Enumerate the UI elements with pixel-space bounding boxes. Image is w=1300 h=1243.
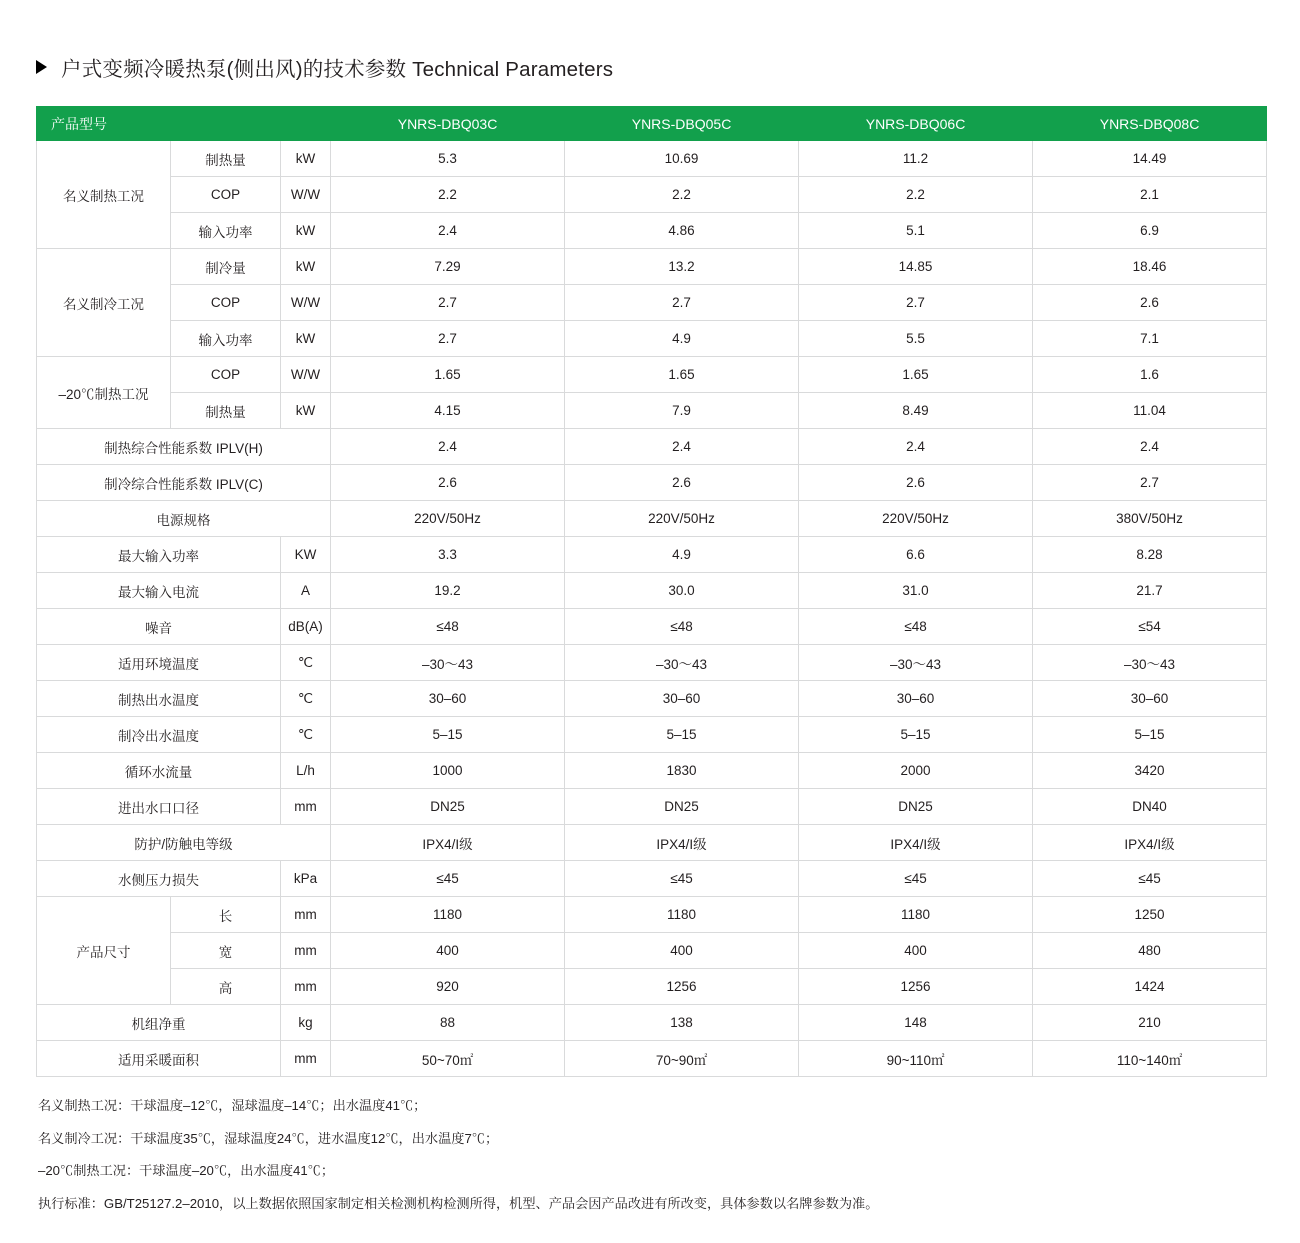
- cell-value: 4.15: [331, 393, 565, 429]
- cell-value: 2.4: [799, 429, 1033, 465]
- cell-value: 19.2: [331, 573, 565, 609]
- cell-value: 5.1: [799, 213, 1033, 249]
- cell-value: 2.6: [799, 465, 1033, 501]
- cell-value: IPX4/I级: [331, 825, 565, 861]
- cell-value: IPX4/I级: [1033, 825, 1267, 861]
- row-sub-label: 长: [171, 897, 281, 933]
- cell-value: 480: [1033, 933, 1267, 969]
- cell-value: 1256: [799, 969, 1033, 1005]
- cell-value: 11.04: [1033, 393, 1267, 429]
- row-unit: mm: [281, 933, 331, 969]
- row-sub-label: 宽: [171, 933, 281, 969]
- cell-value: ≤48: [799, 609, 1033, 645]
- cell-value: 21.7: [1033, 573, 1267, 609]
- cell-value: 2.2: [799, 177, 1033, 213]
- table-row: [37, 321, 1267, 357]
- row-unit: mm: [281, 789, 331, 825]
- cell-value: 2000: [799, 753, 1033, 789]
- header-model-2: YNRS-DBQ05C: [565, 107, 799, 141]
- row-unit: kW: [281, 213, 331, 249]
- row-unit: dB(A): [281, 609, 331, 645]
- row-unit: kW: [281, 393, 331, 429]
- cell-value: –30～43: [799, 645, 1033, 681]
- cell-value: 1.6: [1033, 357, 1267, 393]
- cell-value: 10.69: [565, 141, 799, 177]
- row-sub-label: COP: [171, 177, 281, 213]
- row-unit: L/h: [281, 753, 331, 789]
- cell-value: 30.0: [565, 573, 799, 609]
- table-row: [37, 645, 1267, 681]
- row-sub-label: 制热量: [171, 141, 281, 177]
- cell-value: ≤45: [799, 861, 1033, 897]
- cell-value: 70~90㎡: [565, 1041, 799, 1077]
- cell-value: 1.65: [331, 357, 565, 393]
- cell-value: 90~110㎡: [799, 1041, 1033, 1077]
- cell-value: ≤45: [331, 861, 565, 897]
- header-model-4: YNRS-DBQ08C: [1033, 107, 1267, 141]
- cell-value: 2.2: [331, 177, 565, 213]
- cell-value: 110~140㎡: [1033, 1041, 1267, 1077]
- row-unit: kg: [281, 1005, 331, 1041]
- cell-value: 5–15: [331, 717, 565, 753]
- row-label: 电源规格: [37, 501, 331, 537]
- cell-value: 2.6: [565, 465, 799, 501]
- cell-value: 5–15: [799, 717, 1033, 753]
- cell-value: 2.7: [331, 321, 565, 357]
- table-row: [37, 177, 1267, 213]
- row-label: 最大输入功率: [37, 537, 281, 573]
- cell-value: 1180: [799, 897, 1033, 933]
- cell-value: 4.9: [565, 537, 799, 573]
- row-sub-label: 高: [171, 969, 281, 1005]
- cell-value: 13.2: [565, 249, 799, 285]
- row-unit: W/W: [281, 177, 331, 213]
- cell-value: ≤45: [565, 861, 799, 897]
- cell-value: 400: [565, 933, 799, 969]
- group-label-product-size: 产品尺寸: [37, 897, 171, 1005]
- header-model-label: 产品型号: [37, 107, 331, 141]
- cell-value: 11.2: [799, 141, 1033, 177]
- cell-value: 4.86: [565, 213, 799, 249]
- cell-value: 2.7: [1033, 465, 1267, 501]
- cell-value: –30～43: [331, 645, 565, 681]
- table-row: [37, 501, 1267, 537]
- table-row: [37, 933, 1267, 969]
- row-unit: kW: [281, 141, 331, 177]
- header-model-1: YNRS-DBQ03C: [331, 107, 565, 141]
- cell-value: 8.49: [799, 393, 1033, 429]
- cell-value: 3.3: [331, 537, 565, 573]
- row-label: 水侧压力损失: [37, 861, 281, 897]
- cell-value: 5–15: [565, 717, 799, 753]
- cell-value: 6.6: [799, 537, 1033, 573]
- cell-value: 2.4: [1033, 429, 1267, 465]
- cell-value: 220V/50Hz: [799, 501, 1033, 537]
- cell-value: 2.4: [331, 429, 565, 465]
- cell-value: 2.1: [1033, 177, 1267, 213]
- footnote-line: 执行标准：GB/T25127.2–2010，以上数据依照国家制定相关检测机构检测所得，机型、产品会因产品改进有所改变，具体参数以名牌参数为准。: [38, 1195, 879, 1211]
- cell-value: 2.4: [565, 429, 799, 465]
- table-row: [37, 753, 1267, 789]
- cell-value: 380V/50Hz: [1033, 501, 1267, 537]
- table-row: [37, 897, 1267, 933]
- cell-value: 400: [799, 933, 1033, 969]
- row-unit: kW: [281, 249, 331, 285]
- cell-value: 1250: [1033, 897, 1267, 933]
- cell-value: 1.65: [565, 357, 799, 393]
- row-label: 机组净重: [37, 1005, 281, 1041]
- row-unit: kW: [281, 321, 331, 357]
- cell-value: 31.0: [799, 573, 1033, 609]
- cell-value: 30–60: [799, 681, 1033, 717]
- table-row: [37, 249, 1267, 285]
- table-row: [37, 681, 1267, 717]
- row-unit: ℃: [281, 645, 331, 681]
- group-label-heating-nominal: 名义制热工况: [37, 141, 171, 249]
- table-row: [37, 465, 1267, 501]
- cell-value: 148: [799, 1005, 1033, 1041]
- cell-value: 220V/50Hz: [565, 501, 799, 537]
- footnote-line: 名义制热工况：干球温度–12℃，湿球温度–14℃；出水温度41℃；: [38, 1098, 427, 1113]
- cell-value: IPX4/I级: [565, 825, 799, 861]
- cell-value: 18.46: [1033, 249, 1267, 285]
- cell-value: 2.2: [565, 177, 799, 213]
- row-label: 制冷综合性能系数 IPLV(C): [37, 465, 331, 501]
- cell-value: 30–60: [565, 681, 799, 717]
- cell-value: 2.7: [331, 285, 565, 321]
- cell-value: 1830: [565, 753, 799, 789]
- row-sub-label: 制冷量: [171, 249, 281, 285]
- cell-value: ≤45: [1033, 861, 1267, 897]
- cell-value: 2.4: [331, 213, 565, 249]
- triangle-bullet-icon: [36, 60, 47, 74]
- row-unit: ℃: [281, 681, 331, 717]
- table-row: [37, 1005, 1267, 1041]
- table-row: [37, 141, 1267, 177]
- row-sub-label: COP: [171, 285, 281, 321]
- cell-value: 4.9: [565, 321, 799, 357]
- table-row: [37, 537, 1267, 573]
- cell-value: 30–60: [1033, 681, 1267, 717]
- cell-value: 6.9: [1033, 213, 1267, 249]
- row-unit: A: [281, 573, 331, 609]
- cell-value: 1000: [331, 753, 565, 789]
- row-sub-label: COP: [171, 357, 281, 393]
- cell-value: 50~70㎡: [331, 1041, 565, 1077]
- cell-value: 1424: [1033, 969, 1267, 1005]
- row-unit: mm: [281, 1041, 331, 1077]
- cell-value: IPX4/I级: [799, 825, 1033, 861]
- cell-value: 8.28: [1033, 537, 1267, 573]
- table-header-row: [37, 107, 1267, 141]
- cell-value: 7.9: [565, 393, 799, 429]
- row-label: 制热出水温度: [37, 681, 281, 717]
- cell-value: 14.49: [1033, 141, 1267, 177]
- row-label: 制冷出水温度: [37, 717, 281, 753]
- table-row: [37, 825, 1267, 861]
- cell-value: 7.29: [331, 249, 565, 285]
- row-unit: W/W: [281, 285, 331, 321]
- table-row: [37, 789, 1267, 825]
- row-unit: ℃: [281, 717, 331, 753]
- header-model-3: YNRS-DBQ06C: [799, 107, 1033, 141]
- table-row: [37, 609, 1267, 645]
- row-label: 最大输入电流: [37, 573, 281, 609]
- row-label: 循环水流量: [37, 753, 281, 789]
- table-row: [37, 717, 1267, 753]
- cell-value: 2.6: [331, 465, 565, 501]
- footnotes: [38, 1099, 1268, 1211]
- cell-value: 30–60: [331, 681, 565, 717]
- cell-value: –30～43: [1033, 645, 1267, 681]
- table-row: [37, 861, 1267, 897]
- cell-value: DN25: [331, 789, 565, 825]
- cell-value: DN25: [565, 789, 799, 825]
- technical-parameters-table: [36, 106, 1267, 1077]
- group-label-cooling-nominal: 名义制冷工况: [37, 249, 171, 357]
- footnote-line: –20℃制热工况：干球温度–20℃，出水温度41℃；: [38, 1163, 335, 1179]
- cell-value: 2.7: [799, 285, 1033, 321]
- cell-value: 5–15: [1033, 717, 1267, 753]
- cell-value: 7.1: [1033, 321, 1267, 357]
- row-label: 适用环境温度: [37, 645, 281, 681]
- table-row: [37, 969, 1267, 1005]
- row-label: 进出水口口径: [37, 789, 281, 825]
- table-row: [37, 285, 1267, 321]
- group-label-heating-minus20: –20℃制热工况: [37, 357, 171, 429]
- table-row: [37, 213, 1267, 249]
- row-unit: KW: [281, 537, 331, 573]
- cell-value: 138: [565, 1005, 799, 1041]
- row-label: 噪音: [37, 609, 281, 645]
- row-sub-label: 制热量: [171, 393, 281, 429]
- cell-value: 1.65: [799, 357, 1033, 393]
- cell-value: 1180: [331, 897, 565, 933]
- cell-value: DN25: [799, 789, 1033, 825]
- cell-value: 220V/50Hz: [331, 501, 565, 537]
- row-sub-label: 输入功率: [171, 321, 281, 357]
- cell-value: 1180: [565, 897, 799, 933]
- footnote-line: 名义制冷工况：干球温度35℃，湿球温度24℃，进水温度12℃，出水温度7℃；: [38, 1130, 499, 1146]
- row-label: 适用采暖面积: [37, 1041, 281, 1077]
- table-row: [37, 1041, 1267, 1077]
- table-row: [37, 357, 1267, 393]
- cell-value: 210: [1033, 1005, 1267, 1041]
- cell-value: 2.7: [565, 285, 799, 321]
- cell-value: ≤48: [565, 609, 799, 645]
- row-label: 防护/防触电等级: [37, 825, 331, 861]
- cell-value: 920: [331, 969, 565, 1005]
- cell-value: 88: [331, 1005, 565, 1041]
- cell-value: 2.6: [1033, 285, 1267, 321]
- cell-value: 1256: [565, 969, 799, 1005]
- table-row: [37, 573, 1267, 609]
- row-unit: mm: [281, 969, 331, 1005]
- cell-value: DN40: [1033, 789, 1267, 825]
- cell-value: ≤54: [1033, 609, 1267, 645]
- row-unit: mm: [281, 897, 331, 933]
- cell-value: –30～43: [565, 645, 799, 681]
- cell-value: 3420: [1033, 753, 1267, 789]
- row-unit: kPa: [281, 861, 331, 897]
- cell-value: 5.3: [331, 141, 565, 177]
- table-row: [37, 429, 1267, 465]
- row-sub-label: 输入功率: [171, 213, 281, 249]
- page-title-row: [0, 0, 1300, 82]
- cell-value: 5.5: [799, 321, 1033, 357]
- row-unit: W/W: [281, 357, 331, 393]
- page-title: 户式变频冷暖热泵(侧出风)的技术参数 Technical Parameters: [61, 58, 614, 81]
- table-row: [37, 393, 1267, 429]
- row-label: 制热综合性能系数 IPLV(H): [37, 429, 331, 465]
- cell-value: 400: [331, 933, 565, 969]
- cell-value: ≤48: [331, 609, 565, 645]
- cell-value: 14.85: [799, 249, 1033, 285]
